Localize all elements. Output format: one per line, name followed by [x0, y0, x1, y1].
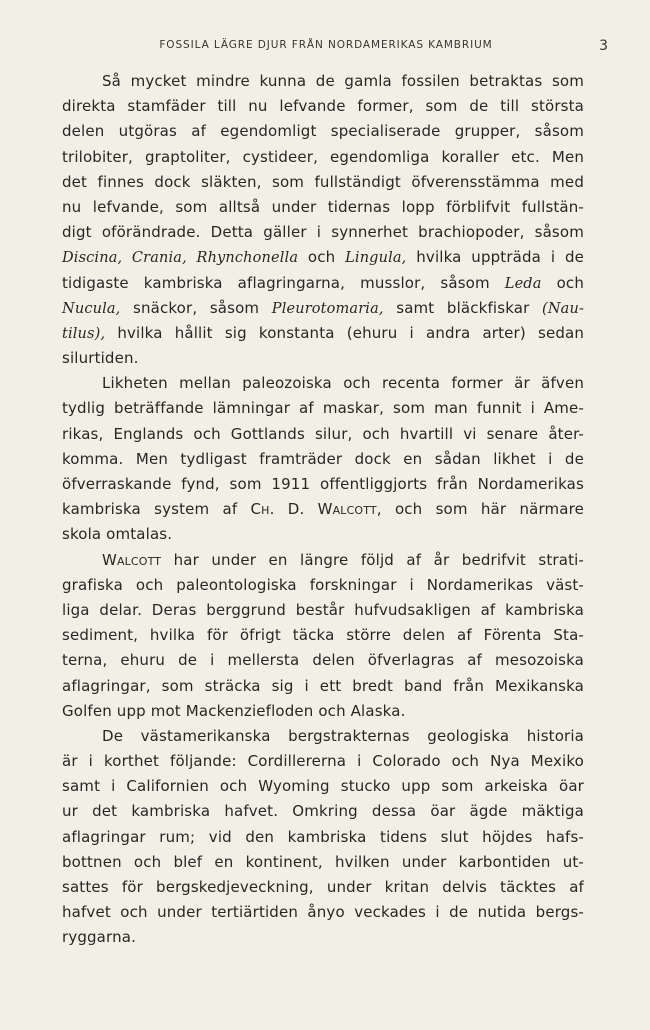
text-line: komma. Men tydligast framträder dock en sådan likhet i de [62, 449, 584, 468]
italic-genus: (Nau- [542, 300, 584, 317]
text-span: , och som här närmare [376, 500, 584, 519]
text-span: snäckor, såsom [120, 298, 272, 317]
text-span: har under en längre följd af år bedrifvit strati- [161, 550, 584, 569]
italic-genus: Pleurotomaria, [271, 300, 384, 317]
text-span: samt bläckfiskar [383, 298, 543, 317]
text-line: skola omtalas. [62, 525, 173, 544]
author-name: Ch. D. Walcott [250, 500, 377, 519]
text-span: och [541, 273, 584, 292]
italic-genus: Nucula, [62, 300, 121, 317]
text-span: tidigaste kambriska aflagringarna, musslor, såsom [62, 273, 505, 292]
text-span: hvilka hållit sig konstanta (ehuru i andra arter) sedan [105, 323, 584, 342]
text-line: är i korthet följande: Cordillererna i Colorado och Nya Mexiko [62, 752, 584, 771]
body-text [62, 69, 584, 951]
text-line: det finnes dock släkten, som fullständigt öfverensstämma med [62, 172, 584, 191]
author-name: Walcott [102, 550, 162, 569]
italic-genus: Lingula, [345, 250, 407, 267]
text-span: hvilka uppträda i de [406, 248, 584, 267]
text-line: Golfen upp mot Mackenziefloden och Alaska. [62, 701, 406, 720]
text-line: tydlig beträffande lämningar af maskar, som man funnit i Ame- [62, 399, 584, 418]
text-line: De västamerikanska bergstrakternas geologiska historia [102, 726, 584, 745]
text-line [62, 245, 584, 270]
text-line: aflagringar, som sträcka sig i ett bredt band från Mexikanska [62, 676, 584, 695]
text-line [62, 497, 584, 522]
text-line [62, 296, 584, 321]
text-line: sattes för bergskedjeveckning, under kritan delvis täcktes af [62, 878, 584, 896]
text-line: liga delar. Deras berggrund består hufvudsakligen af kambriska [62, 600, 584, 619]
page-number: 3 [599, 38, 608, 54]
text-line [62, 321, 584, 346]
text-line: hafvet och under tertiärtiden ånyo veckades i de nutida bergs- [62, 903, 584, 922]
text-line: ur det kambriska hafvet. Omkring dessa öar ägde mäktiga [62, 802, 584, 821]
text-line: öfverraskande fynd, som 1911 offentliggjorts från Nordamerikas [62, 475, 584, 493]
text-line: samt i Californien och Wyoming stucko upp som arkeiska öar [62, 777, 584, 796]
running-header [62, 38, 608, 54]
text-line: grafiska och paleontologiska forskningar i Nordamerikas väst- [62, 575, 584, 594]
text-line: rikas, Englands och Gottlands silur, och hvartill vi senare åter- [62, 424, 584, 443]
text-line: delen utgöras af egendomligt specialiserade grupper, såsom [62, 122, 584, 141]
text-line: nu lefvande, som alltså under tidernas lopp förblifvit fullstän- [62, 197, 584, 216]
text-line [62, 548, 584, 573]
italic-genus: tilus), [62, 325, 106, 342]
text-line: silurtiden. [62, 349, 139, 368]
text-line: aflagringar rum; vid den kambriska tidens slut höjdes hafs- [62, 827, 584, 846]
text-line: ryggarna. [62, 928, 136, 947]
text-line: terna, ehuru de i mellersta delen öfverlagras af mesozoiska [62, 651, 584, 670]
italic-genus: Discina, Crania, Rhynchonella [62, 250, 299, 267]
text-span: kambriska system af [62, 500, 251, 519]
text-line: trilobiter, graptoliter, cystideer, egendomliga koraller etc. Men [62, 147, 584, 166]
text-span: och [298, 248, 346, 267]
text-line: digt oförändrade. Detta gäller i synnerhet brachiopoder, såsom [62, 223, 584, 242]
text-line [62, 271, 584, 296]
italic-genus: Leda [504, 275, 542, 292]
text-line: Så mycket mindre kunna de gamla fossilen betraktas som [102, 72, 584, 90]
text-line: sediment, hvilka för öfrigt täcka större delen af Förenta Sta- [62, 626, 584, 645]
text-line: bottnen och blef en kontinent, hvilken under karbontiden ut- [62, 852, 584, 871]
running-title: FOSSILA LÄGRE DJUR FRÅN NORDAMERIKAS KAMBRIUM [159, 39, 493, 51]
text-line: direkta stamfäder till nu lefvande former, som de till största [62, 97, 584, 116]
text-line: Likheten mellan paleozoiska och recenta former är äfven [102, 374, 584, 393]
